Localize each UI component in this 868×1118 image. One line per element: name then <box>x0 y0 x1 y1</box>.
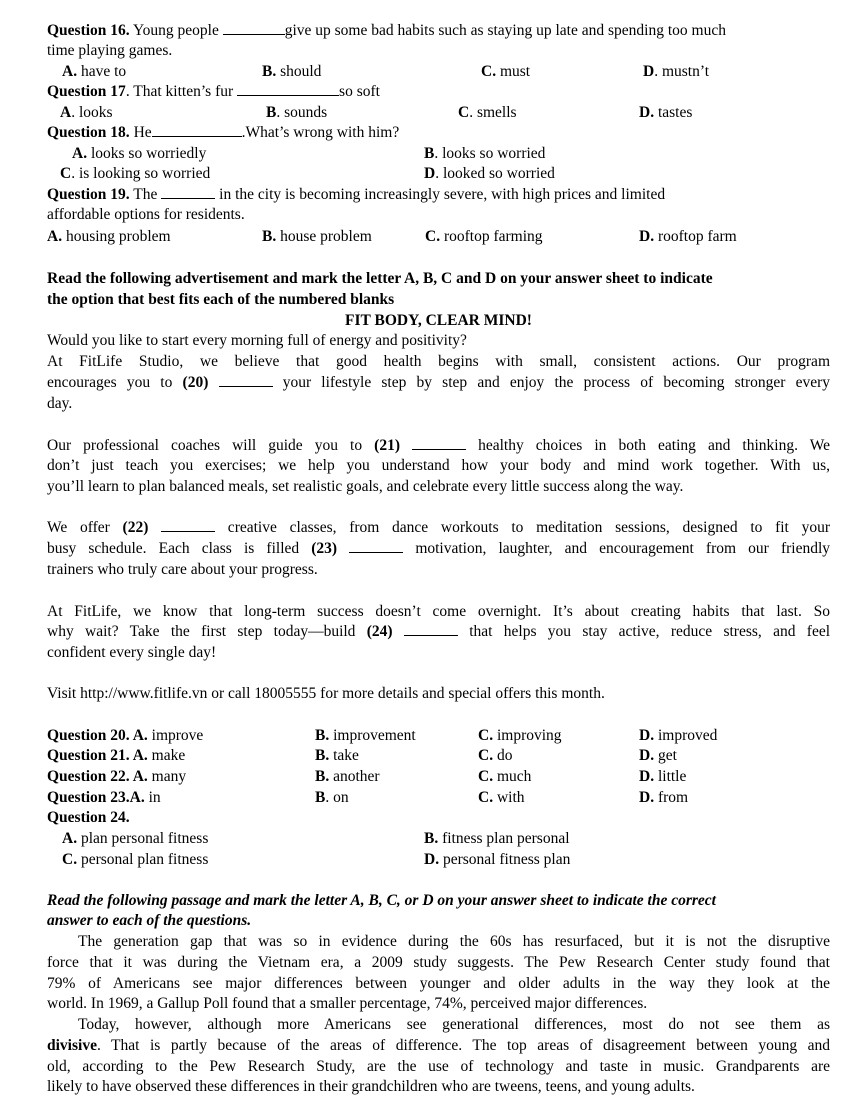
instruction-advertisement-line1: Read the following advertisement and mark the letter A, B, C and D on your answer sheet to indicate <box>47 270 713 287</box>
q19-option-d: D. rooftop farm <box>639 228 737 245</box>
q23-option-a: Question 23.A. in <box>47 789 161 806</box>
q20-option-a: Question 20. A. improve <box>47 727 204 744</box>
q17-option-a: A. looks <box>60 104 113 121</box>
ad-p2-line2: don’t just teach you exercises; we help you understand how your body and mind work together. With us, <box>47 457 830 474</box>
q20-option-b: B. improvement <box>315 727 416 744</box>
q24-option-c: C. personal plan fitness <box>62 851 209 868</box>
q19-option-c: C. rooftop farming <box>425 228 543 245</box>
ad-p1-line1: At FitLife Studio, we believe that good health begins with small, consistent actions. Our program <box>47 353 830 370</box>
passage-p2-line1: Today, however, although more Americans see generational differences, most do not see them as <box>78 1016 830 1033</box>
instruction-advertisement-line2: the option that best fits each of the numbered blanks <box>47 291 395 308</box>
q22-option-a: Question 22. A. many <box>47 768 187 785</box>
passage-p2-line4: likely to have observed these differences in their grandchildren who are tweens, teens, and young adults. <box>47 1078 695 1095</box>
ad-p2-line1: Our professional coaches will guide you to (21) healthy choices in both eating and thinking. We <box>47 437 831 454</box>
q16-option-c: C. must <box>481 63 531 80</box>
q21-option-d: D. get <box>639 747 677 764</box>
q16-option-d: D. mustn’t <box>643 63 710 80</box>
advertisement-title: FIT BODY, CLEAR MIND! <box>345 312 532 329</box>
q18-option-b: B. looks so worried <box>424 145 546 162</box>
ad-intro: Would you like to start every morning full of energy and positivity? <box>47 332 467 349</box>
instruction-passage-line2: answer to each of the questions. <box>47 912 252 929</box>
q18-option-d: D. looked so worried <box>424 165 555 182</box>
answer-blank <box>152 123 242 137</box>
ad-p3-line2: busy schedule. Each class is filled (23) motivation, laughter, and encouragement from our friendly <box>47 540 831 557</box>
q21-option-a: Question 21. A. make <box>47 747 186 764</box>
answer-blank <box>349 539 403 553</box>
q18-option-c: C. is looking so worried <box>60 165 211 182</box>
passage-p1-line1: The generation gap that was so in evidence during the 60s has resurfaced, but it is not the disruptive <box>78 933 830 950</box>
q19-stem: Question 19. The in the city is becoming increasingly severe, with high prices and limited <box>47 186 666 203</box>
ad-p4-line1: At FitLife, we know that long-term success doesn’t come overnight. It’s about creating habits that last. So <box>47 603 830 620</box>
q19-stem-cont: affordable options for residents. <box>47 206 245 223</box>
q21-option-c: C. do <box>478 747 513 764</box>
passage-p2-line2: divisive. That is partly because of the areas of difference. The top areas of disagreement between young and <box>47 1037 830 1054</box>
q21-option-b: B. take <box>315 747 359 764</box>
q23-option-b: B. on <box>315 789 349 806</box>
answer-blank <box>237 82 339 96</box>
passage-p2-line3: old, according to the Pew Research Study, are the use of technology and taste in music. Grandparents are <box>47 1058 830 1075</box>
passage-p1-line4: world. In 1969, a Gallup Poll found that a smaller percentage, 74%, perceived major differences. <box>47 995 648 1012</box>
q23-option-c: C. with <box>478 789 525 806</box>
answer-blank <box>412 436 466 450</box>
answer-blank <box>161 518 215 532</box>
ad-p1-line2: encourages you to (20) your lifestyle step by step and enjoy the process of becoming stronger every <box>47 374 830 391</box>
q16-option-b: B. should <box>262 63 322 80</box>
q17-option-c: C. smells <box>458 104 517 121</box>
q23-option-d: D. from <box>639 789 689 806</box>
q24-option-a: A. plan personal fitness <box>62 830 209 847</box>
q16-option-a: A. have to <box>62 63 127 80</box>
ad-p2-line3: you’ll learn to plan balanced meals, set realistic goals, and celebrate every little success along the way. <box>47 478 684 495</box>
ad-p4-line2: why wait? Take the first step today—build (24) that helps you stay active, reduce stress, and feel <box>47 623 831 640</box>
ad-p1-line3: day. <box>47 395 73 412</box>
q20-option-c: C. improving <box>478 727 562 744</box>
q16-stem-cont: time playing games. <box>47 42 173 59</box>
ad-p4-line3: confident every single day! <box>47 644 217 661</box>
q24-option-d: D. personal fitness plan <box>424 851 571 868</box>
instruction-passage-line1: Read the following passage and mark the letter A, B, C, or D on your answer sheet to indicate the correct <box>47 892 716 909</box>
q17-option-d: D. tastes <box>639 104 693 121</box>
answer-blank <box>404 622 458 636</box>
passage-p1-line3: 79% of Americans see major differences between younger and older adults in the way they look at the <box>47 975 830 992</box>
passage-p1-line2: force that it was during the Vietnam era, a 2009 study suggests. The Pew Research Center study found that <box>47 954 830 971</box>
q22-option-b: B. another <box>315 768 380 785</box>
q22-option-c: C. much <box>478 768 532 785</box>
q16-stem: Question 16. Young people give up some bad habits such as staying up late and spending too much <box>47 22 726 39</box>
ad-p3-line3: trainers who truly care about your progress. <box>47 561 318 578</box>
q17-option-b: B. sounds <box>266 104 328 121</box>
q18-stem: Question 18. He .What’s wrong with him? <box>47 124 400 141</box>
answer-blank <box>219 373 273 387</box>
ad-p3-line1: We offer (22) creative classes, from dance workouts to meditation sessions, designed to fit your <box>47 519 830 536</box>
q18-option-a: A. looks so worriedly <box>72 145 207 162</box>
highlighted-word: divisive <box>47 1037 97 1054</box>
q19-option-b: B. house problem <box>262 228 372 245</box>
q24-option-b: B. fitness plan personal <box>424 830 570 847</box>
answer-blank <box>223 21 285 35</box>
q17-stem: Question 17. That kitten’s fur so soft <box>47 83 380 100</box>
q24-label: Question 24. <box>47 809 130 826</box>
q20-option-d: D. improved <box>639 727 718 744</box>
answer-blank <box>161 185 215 199</box>
q19-option-a: A. housing problem <box>47 228 171 245</box>
q22-option-d: D. little <box>639 768 687 785</box>
ad-visit-line: Visit http://www.fitlife.vn or call 18005555 for more details and special offers this month. <box>47 685 605 702</box>
